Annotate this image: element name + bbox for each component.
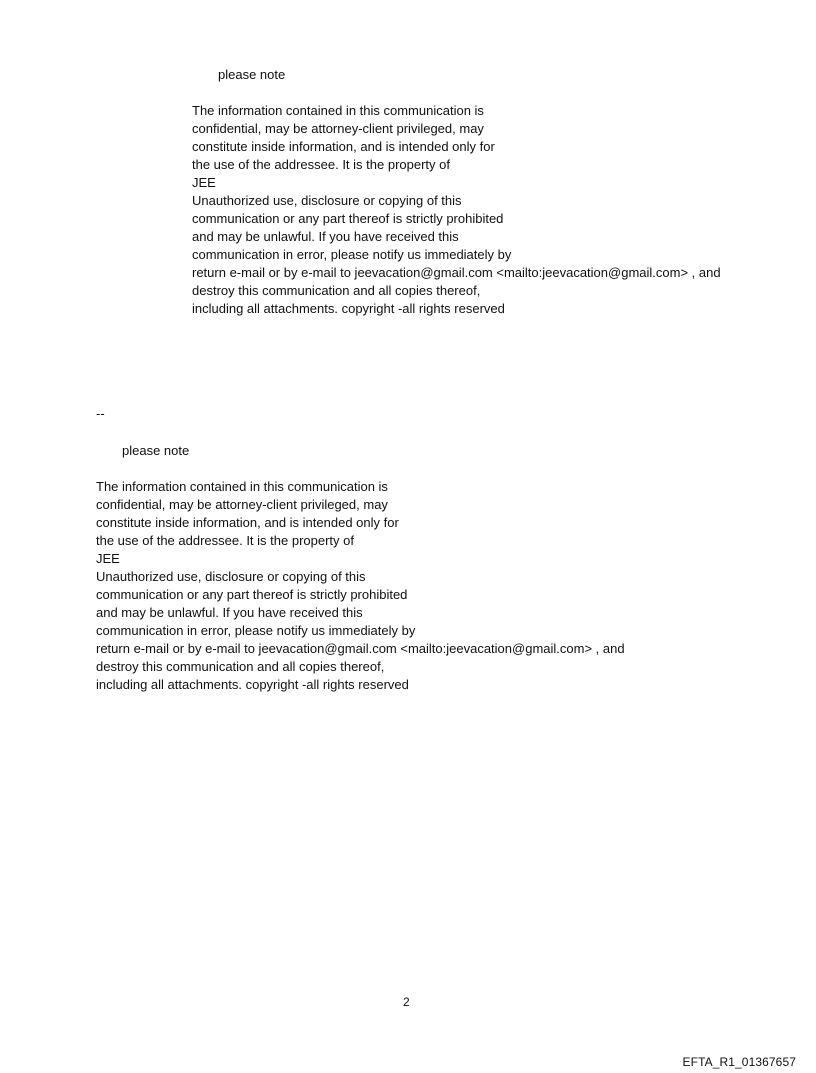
- document-id: EFTA_R1_01367657: [682, 1055, 796, 1069]
- notice-2-line: and may be unlawful. If you have received this: [96, 605, 363, 620]
- notice-2-line: return e-mail or by e-mail to jeevacation@gmail.com <mailto:jeevacation@gmail.com> , and: [96, 641, 625, 656]
- notice-2-line: destroy this communication and all copies thereof,: [96, 659, 385, 674]
- notice-2-line: communication or any part thereof is strictly prohibited: [96, 587, 408, 602]
- notice-1-line: confidential, may be attorney-client privileged, may: [192, 121, 484, 136]
- notice-1-line: communication or any part thereof is strictly prohibited: [192, 211, 504, 226]
- notice-1-line: Unauthorized use, disclosure or copying of this: [192, 193, 462, 208]
- notice-2-line: Unauthorized use, disclosure or copying of this: [96, 569, 366, 584]
- page-number: 2: [403, 995, 410, 1009]
- notice-2-line: JEE: [96, 551, 120, 566]
- notice-1-line: destroy this communication and all copies thereof,: [192, 283, 481, 298]
- notice-2-line: communication in error, please notify us immediately by: [96, 623, 416, 638]
- notice-2-line: the use of the addressee. It is the property of: [96, 533, 354, 548]
- notice-1-line: including all attachments. copyright -all rights reserved: [192, 301, 505, 316]
- notice-1-line: the use of the addressee. It is the property of: [192, 157, 450, 172]
- notice-1-heading: please note: [218, 67, 286, 82]
- separator: --: [96, 406, 105, 421]
- notice-2-line: constitute inside information, and is intended only for: [96, 515, 399, 530]
- notice-2-line: confidential, may be attorney-client privileged, may: [96, 497, 388, 512]
- notice-1-line: and may be unlawful. If you have received this: [192, 229, 459, 244]
- notice-1-line: return e-mail or by e-mail to jeevacation@gmail.com <mailto:jeevacation@gmail.com> , and: [192, 265, 721, 280]
- notice-1-line: JEE: [192, 175, 216, 190]
- notice-2-heading: please note: [122, 443, 190, 458]
- notice-1-line: communication in error, please notify us immediately by: [192, 247, 512, 262]
- notice-2-line: including all attachments. copyright -all rights reserved: [96, 677, 409, 692]
- notice-2-line: The information contained in this communication is: [96, 479, 388, 494]
- notice-1-line: constitute inside information, and is intended only for: [192, 139, 495, 154]
- notice-1-line: The information contained in this communication is: [192, 103, 484, 118]
